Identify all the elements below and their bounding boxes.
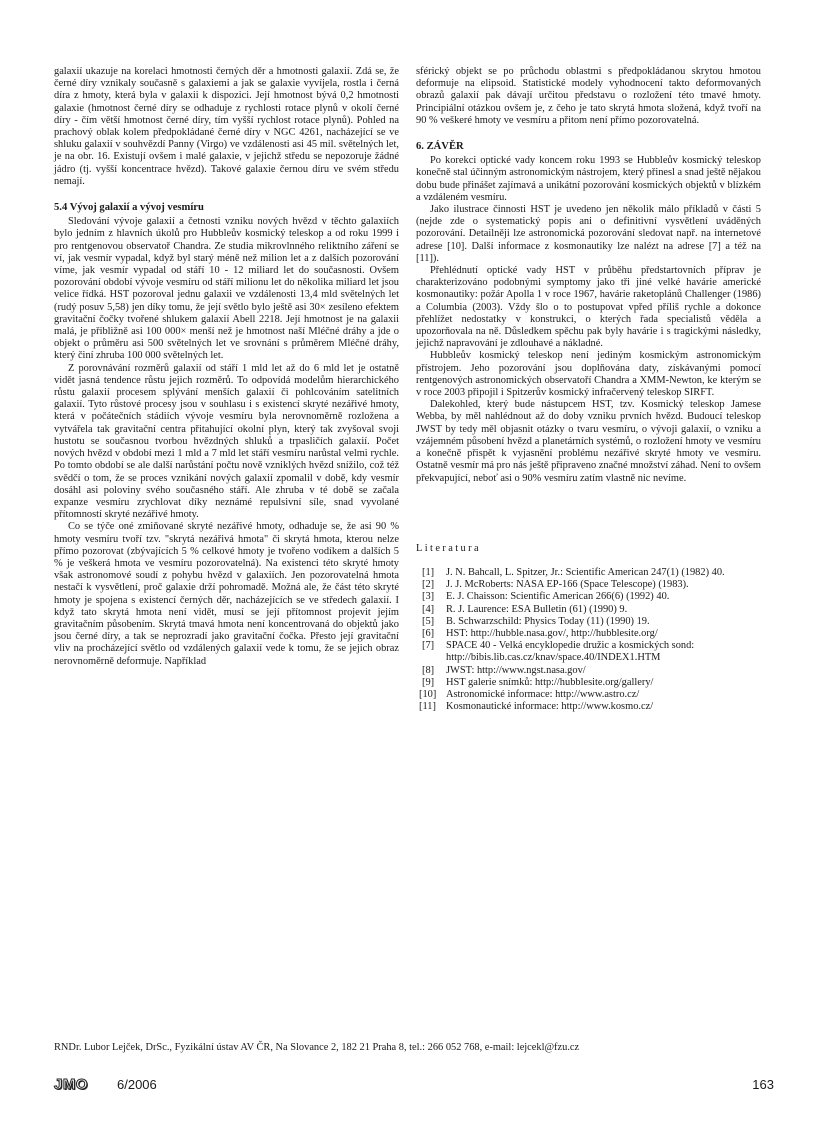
conclusion-heading: 6. ZÁVĚR xyxy=(416,141,464,153)
reference-text: J. J. McRoberts: NASA EP-166 (Space Telescope) (1983). xyxy=(446,579,689,591)
reference-item xyxy=(416,640,761,664)
reference-list xyxy=(416,567,761,713)
body-paragraph: Hubbleův kosmický teleskop není jediným kosmickým astronomickým přístrojem. Jeho pozorování jsou doplňována daty, získávanými pomocí rentgenových astronomických observatoří Chandra a XMM-Newton, ke kterým se v roce 2003 připojil i Spitzerův kosmický infračervený teleskop SIRFT. xyxy=(416,350,761,399)
reference-text: HST: http://hubble.nasa.gov/, http://hubblesite.org/ xyxy=(446,627,658,639)
reference-text: R. J. Laurence: ESA Bulletin (61) (1990) 9. xyxy=(446,603,628,615)
literature-title: Literatura xyxy=(416,542,481,554)
reference-item xyxy=(416,604,761,616)
section-heading: 5.4 Vývoj galaxií a vývoj vesmíru xyxy=(54,202,204,214)
reference-text: Astronomické informace: http://www.astro.cz/ xyxy=(446,688,640,700)
reference-number: [1] xyxy=(422,566,435,578)
body-paragraph: Přehlédnutí optické vady HST v průběhu předstartovních příprav je charakterizováno podobnými symptomy jako tři jiné velké havárie americké kosmonautiky: požár Apolla 1 v roce 1967, havárie raketoplánů Challenger (1986) a Columbia (2003). Vždy šlo o to postupovat vpřed příliš rychle a dokonce přehlížet nedostatky v konstrukci, o kterých řada specialistů věděla a upozorňovala na ně. Důsledkem spěchu pak byly havárie i s tragickými následky, jejichž napravování je zdlouhavé a nákladné. xyxy=(416,265,761,350)
page-number: 163 xyxy=(752,1077,774,1092)
spacer xyxy=(416,127,761,141)
reference-number: [9] xyxy=(422,676,435,688)
continuation-paragraph: sférický objekt se po průchodu oblastmi s předpokládanou skrytou hmotou deformuje na elipsoid. Statistické modely vyhodnocení takto deformovaných obrazů galaxií pak dávají určitou představu o rozložení této tmavé hmoty. Principiální otázkou ovšem je, z čeho je tato skrytá hmota složená, když tvoří na 90 % veškeré hmoty ve vesmíru a přitom není přímo pozorovatelná. xyxy=(416,66,761,126)
reference-number: [6] xyxy=(422,627,435,639)
reference-number: [8] xyxy=(422,664,435,676)
left-column xyxy=(54,66,399,668)
reference-number: [7] xyxy=(422,640,435,652)
right-column xyxy=(416,66,761,713)
spacer xyxy=(416,485,761,543)
spacer xyxy=(54,188,399,202)
reference-item xyxy=(416,567,761,579)
body-paragraph: Z porovnávání rozměrů galaxií od stáří 1 mld let až do 6 mld let je ostatně vidět jasná tendence růstu jejich rozměrů. To odpovídá modelům hierarchického růstu galaxií procesem splývání menších galaxií či pohlcováním satelitních galaxií. Tyto růstové procesy jsou v souhlasu i s existencí skryté nezářivé hmoty, která v počátečních stádiích vývoje vesmíru byla nerovnoměrně rozložena a vytvářela tak gravitační centra přitahující okolní plyn, který tak zvyšoval svoji hustotu se současnou tvorbou hvězdných shluků a trpasličích galaxií. Počet nových hvězd v období mezi 1 mld a 7 mld let stáří vesmíru narůstal velmi rychle. Po tomto období se ale další narůstání počtu nově vzniklých hvězd snížilo, což též svědčí o tom, že se proces vznikání nových galaxií zpomalil v době, kdy vesmír dosáhl asi poloviny svého současného stáří. Ale zhruba v té době se začala expanze vesmíru zrychlovat díky neznámé repulsivní síle, snad vyvolané přítomností skryté nezářivé hmoty. xyxy=(54,362,399,521)
reference-number: [5] xyxy=(422,615,435,627)
reference-text: JWST: http://www.ngst.nasa.gov/ xyxy=(446,664,586,676)
journal-logo: JMO xyxy=(54,1076,89,1093)
reference-item xyxy=(416,579,761,591)
author-affiliation: RNDr. Lubor Lejček, DrSc., Fyzikální ústav AV ČR, Na Slovance 2, 182 21 Praha 8, tel.: 266 052 768, e-mail: lejcekl@fzu.cz xyxy=(54,1042,580,1053)
reference-item xyxy=(416,701,761,713)
body-paragraph: Po korekci optické vady koncem roku 1993 se Hubbleův kosmický teleskop konečně stal účinným astronomickým nástrojem, který přinesl a snad ještě nějakou dobu bude přinášet zajímavá a unikátní pozorování kosmických objektů v blízkém a vzdáleném vesmíru. xyxy=(416,155,761,203)
reference-item xyxy=(416,665,761,677)
page-footer xyxy=(54,1076,774,1098)
body-paragraph: Dalekohled, který bude nástupcem HST, tzv. Kosmický teleskop Jamese Webba, by měl nahlédnout až do doby vzniku prvních hvězd. Budoucí teleskop JWST by tedy měl objasnit otázky o tvaru vesmíru, o vývoji galaxií, o vzniku a vzájemném působení hvězd a planetárních systémů, o rozložení hmoty ve vesmíru a konečně přispět k vyjasnění problému nezářivé skryté hmoty ve vesmíru. Ostatně vesmír má pro nás ještě připraveno značné množství záhad. Není to ovšem překvapující, neboť asi o 90% vesmíru zatím vlastně nic nevíme. xyxy=(416,399,761,484)
reference-number: [2] xyxy=(422,579,435,591)
reference-text: Kosmonautické informace: http://www.kosmo.cz/ xyxy=(446,701,654,713)
reference-item xyxy=(416,677,761,689)
reference-text: J. N. Bahcall, L. Spitzer, Jr.: Scientific American 247(1) (1982) 40. xyxy=(446,566,725,578)
reference-item xyxy=(416,591,761,603)
reference-item xyxy=(416,689,761,701)
reference-item xyxy=(416,616,761,628)
reference-number: [10] xyxy=(419,688,437,700)
reference-item xyxy=(416,628,761,640)
body-paragraph: Co se týče oné zmiňované skryté nezářivé hmoty, odhaduje se, že asi 90 % hmoty vesmíru tvoří tzv. "skrytá nezářivá hmota" či skrytá hmota, kterou nelze přímo pozorovat (zbývajících 5 % celkové hmoty je tvořeno vodíkem a dalších 5 % je veškerá hmota ve vesmíru pozorovatelná). Na existenci této skryté hmoty však astronomové soudí z pohybu hvězd v galaxiích. Jen pozorovatelná hmota nestačí k vysvětlení, proč galaxie drží pohromadě. Možná ale, že část této skryté hmoty je spojena s existencí černých děr, nacházejících se ve středech galaxií. I když tato skrytá hmota není vidět, musí se její přítomnost projevit jejím gravitačním působením. Skrytá tmavá hmota není koncentrovaná do objektů jako jsou černé díry, a tak se neprozradí jako gravitační čočka. Přesto její gravitační vliv na procházející světlo od vzdálených galaxií vede k tomu, že se jejich obraz nerovnoměrně deformuje. Například xyxy=(54,521,399,667)
reference-text: B. Schwarzschild: Physics Today (11) (1990) 19. xyxy=(446,615,650,627)
body-paragraph: Sledování vývoje galaxií a četnosti vzniku nových hvězd v těchto galaxiích bylo jedním z hlavních úkolů pro Hubbleův kosmický teleskop a od roku 1999 i pro rentgenovou observatoř Chandra. Ze studia mikrovlnného reliktního záření se ví, jak vesmír vypadal, když byl starý méně než milion let a z dalších pozorování víme, jak vesmír vypadal od stáří 10 - 12 miliard let do současnosti. Ovšem pozorování období vývoje vesmíru od stáří milionu let do několika miliard let jsou velice řídká. HST pozoroval jednu galaxii ve vzdálenosti 13,4 mld světelných let (rudý posuv 5,58) jen díky tomu, že její světlo bylo ještě asi 30× zesíleno efektem gravitační čočky tvořené shlukem galaxií Abell 2218. Její hmotnost je na galaxii malá, je přibližně asi 100 000× menší než je hmotnost naší Mléčné dráhy a jde o objekt o průměru asi 500 světelných let ve srovnání s průměrem Mléčné dráhy, který činí zhruba 100 000 světelných let. xyxy=(54,216,399,362)
issue-number: 6/2006 xyxy=(117,1077,157,1092)
reference-number: [11] xyxy=(419,701,436,713)
reference-text: HST galerie snímků: http://hubblesite.org/gallery/ xyxy=(446,676,654,688)
reference-number: [3] xyxy=(422,591,435,603)
reference-text: SPACE 40 - Velká encyklopedie družic a kosmických sond: http://bibis.lib.cas.cz/knav/space.40/INDEX1.HTM xyxy=(446,640,695,664)
intro-paragraph: galaxií ukazuje na korelaci hmotnosti černých děr a hmotnosti galaxií. Zdá se, že černé díry vznikaly současně s galaxiemi a jak se galaxie vyvíjela, rostla i černá díra z hmoty, která byla v galaxii k dispozici. Její hmotnost bývá 0,2 hmotnosti galaxie (hmotnost černé díry se odhaduje z rychlosti rotace plynů v okolí černé díry - čím větší hmotnost černé díry, tím vyšší rychlost rotace plynů). Pohled na prachový oblak kolem předpokládané černé díry v NGC 4261, nacházející se ve shluku galaxií v souhvězdí Panny (Virgo) ve vzdálenosti asi 45 mil. světelných let, je na obr. 16. Existují ovšem i malé galaxie, v jejichž středu se nepozoruje žádné jádro (tj. vyšší koncentrace hvězd). Takové galaxie černou díru ve svém středu nemají. xyxy=(54,66,399,187)
reference-number: [4] xyxy=(422,603,435,615)
body-paragraph: Jako ilustrace činnosti HST je uvedeno jen několik málo příkladů v části 5 (nejde zde o systematický popis ani o definitivní vysvětlení uváděných pozorování. Detailněji lze astronomická pozorování sledovat např. na internetové adrese [10]. Další informace z kosmonautiky lze nalézt na adrese [7] a též na [11]). xyxy=(416,204,761,264)
reference-text: E. J. Chaisson: Scientific American 266(6) (1992) 40. xyxy=(446,591,670,603)
